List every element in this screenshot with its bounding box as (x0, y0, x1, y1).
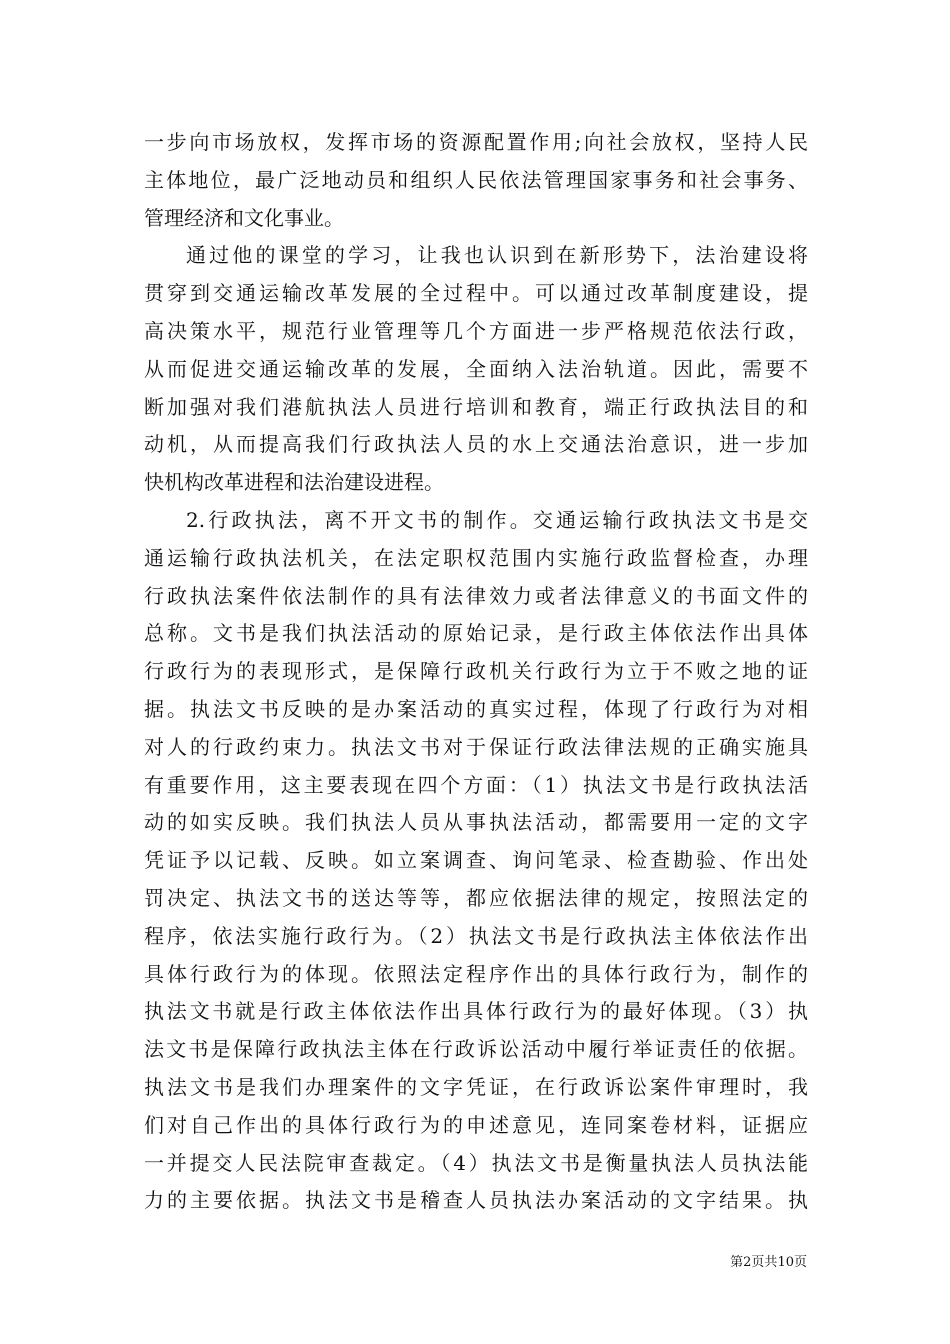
text-line: 高决策水平，规范行业管理等几个方面进一步严格规范依法行政， (144, 318, 808, 343)
page-label-suffix: 页 (793, 1255, 807, 1270)
text-line: 力的主要依据。执法文书是稽查人员执法办案活动的文字结果。执 (144, 1188, 808, 1213)
text-line: 据。执法文书反映的是办案活动的真实过程，体现了行政行为对相 (144, 696, 808, 721)
current-page: 2 (743, 1255, 752, 1270)
text-line: 通运输行政执法机关，在法定职权范围内实施行政监督检查，办理 (144, 545, 808, 570)
text-line: 通过他的课堂的学习，让我也认识到在新形势下，法治建设将 (186, 243, 808, 268)
text-line: 凭证予以记载、反映。如立案调查、询问笔录、检查勘验、作出处 (144, 848, 808, 873)
text-line: 行政行为的表现形式，是保障行政机关行政行为立于不败之地的证 (144, 659, 808, 684)
text-line: 动机，从而提高我们行政执法人员的水上交通法治意识，进一步加 (144, 432, 808, 457)
text-line: 贯穿到交通运输改革发展的全过程中。可以通过改革制度建设，提 (144, 281, 808, 306)
text-line: 对人的行政约束力。执法文书对于保证行政法律法规的正确实施具 (144, 734, 808, 759)
page-label-middle: 页共 (751, 1255, 778, 1270)
text-line: 动的如实反映。我们执法人员从事执法活动，都需要用一定的文字 (144, 810, 808, 835)
text-line: 管理经济和文化事业。 (144, 205, 344, 230)
text-line: 罚决定、执法文书的送达等等，都应依据法律的规定，按照法定的 (144, 885, 808, 910)
text-line: 具体行政行为的体现。依照法定程序作出的具体行政行为，制作的 (144, 961, 808, 986)
text-line: 2.行政执法，离不开文书的制作。交通运输行政执法文书是交 (186, 507, 808, 532)
text-line: 从而促进交通运输改革的发展，全面纳入法治轨道。因此，需要不 (144, 356, 808, 381)
body-text (144, 124, 808, 1220)
text-line: 一并提交人民法院审查裁定。（4）执法文书是衡量执法人员执法能 (144, 1150, 808, 1175)
text-line: 执法文书就是行政主体依法作出具体行政行为的最好体现。（3）执 (144, 999, 808, 1024)
text-line: 有重要作用，这主要表现在四个方面：（1）执法文书是行政执法活 (144, 772, 808, 797)
text-line: 行政执法案件依法制作的具有法律效力或者法律意义的书面文件的 (144, 583, 808, 608)
page-label-prefix: 第 (730, 1255, 744, 1270)
text-line: 快机构改革进程和法治建设进程。 (144, 470, 444, 495)
text-line: 一步向市场放权，发挥市场的资源配置作用;向社会放权，坚持人民 (144, 130, 808, 154)
text-line: 总称。文书是我们执法活动的原始记录，是行政主体依法作出具体 (144, 621, 808, 646)
total-pages: 10 (777, 1255, 794, 1270)
text-line: 断加强对我们港航执法人员进行培训和教育，端正行政执法目的和 (144, 394, 808, 419)
text-line: 法文书是保障行政执法主体在行政诉讼活动中履行举证责任的依据。 (144, 1037, 808, 1062)
text-line: 执法文书是我们办理案件的文字凭证，在行政诉讼案件审理时，我 (144, 1074, 808, 1099)
text-line: 们对自己作出的具体行政行为的申述意见，连同案卷材料，证据应 (144, 1112, 808, 1137)
text-line: 主体地位，最广泛地动员和组织人民依法管理国家事务和社会事务、 (144, 167, 808, 192)
page-number (730, 1255, 807, 1271)
text-line: 程序，依法实施行政行为。（2）执法文书是行政执法主体依法作出 (144, 923, 808, 948)
